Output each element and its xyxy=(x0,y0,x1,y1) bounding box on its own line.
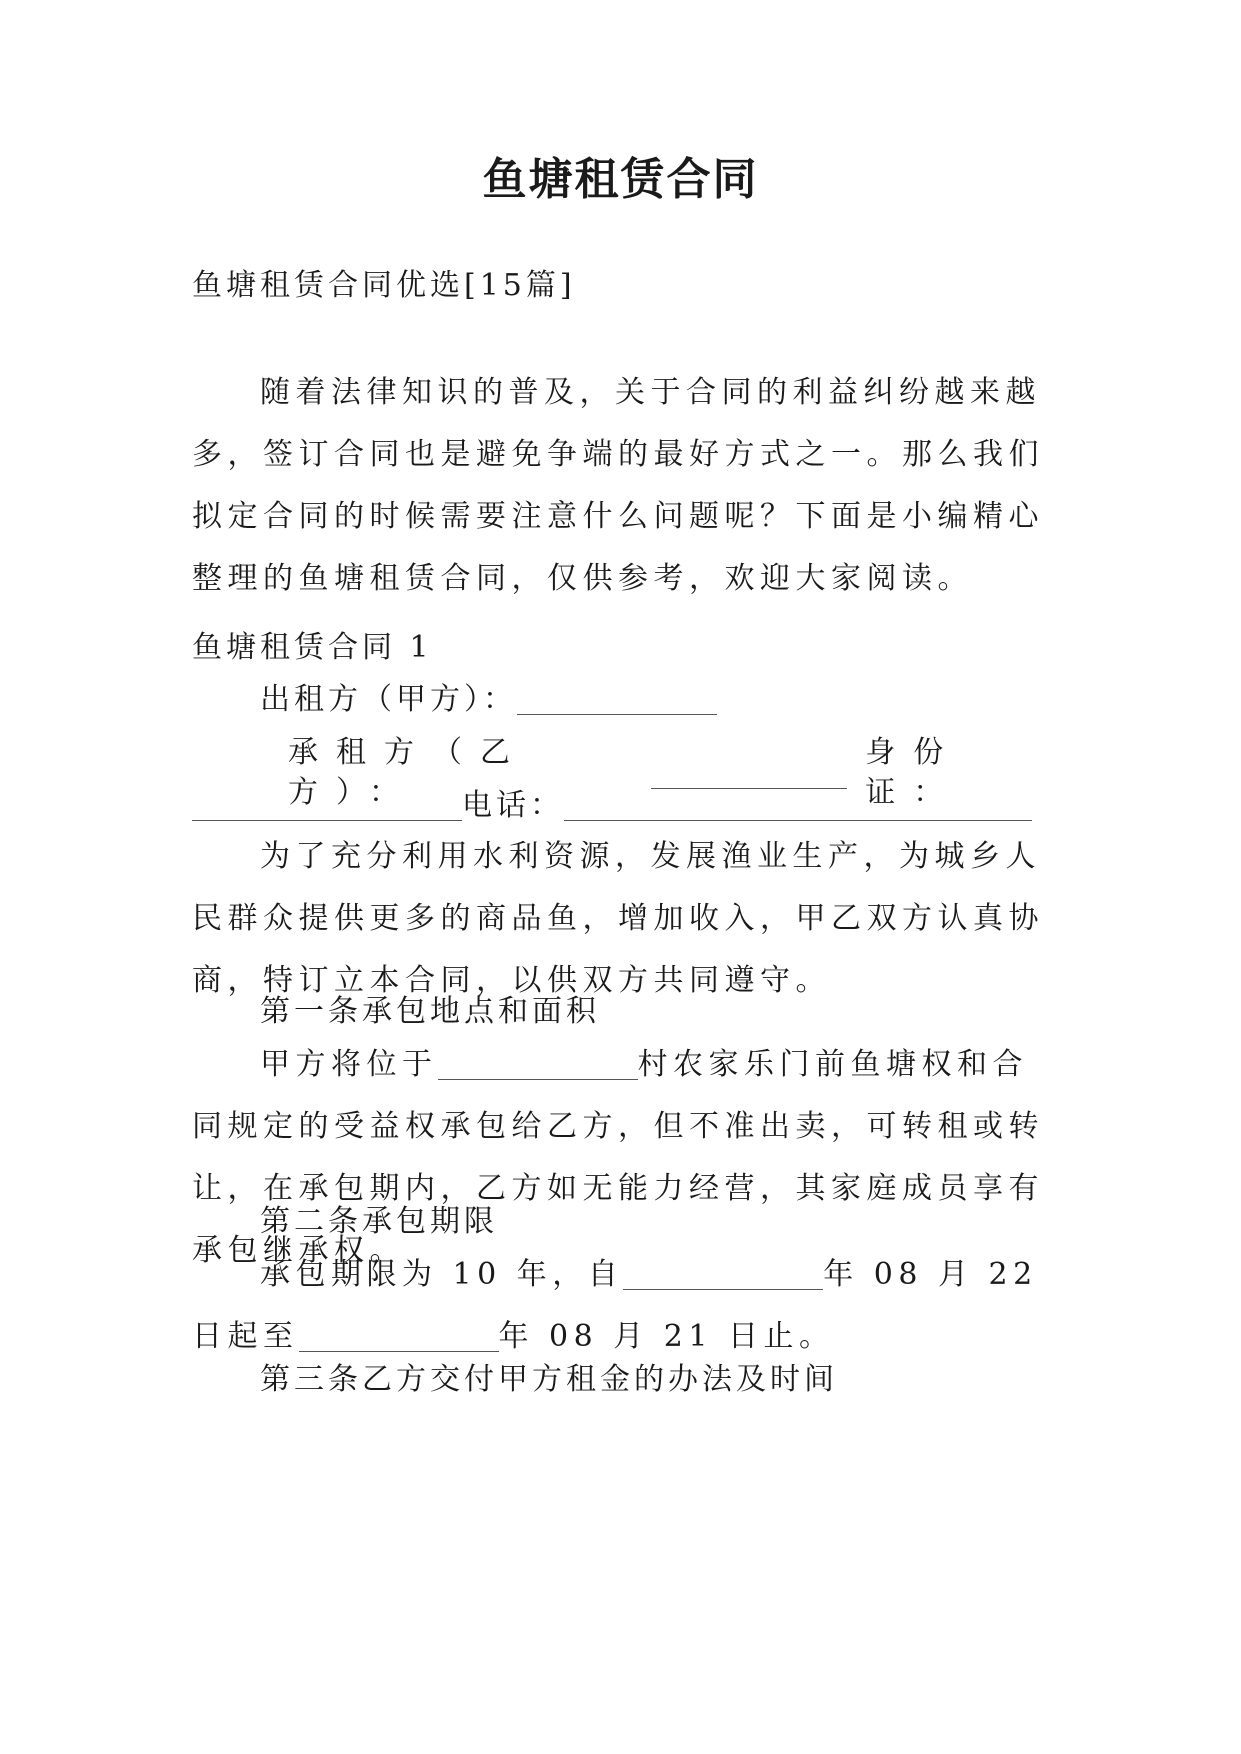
lessee-blank xyxy=(651,758,848,789)
document-title: 鱼塘租赁合同 xyxy=(482,154,759,205)
id-blank xyxy=(192,790,462,821)
lessee-label: 承租方（乙方）： xyxy=(288,735,528,810)
article2-paragraph xyxy=(192,1244,1054,1368)
article1-pre: 甲方将位于 xyxy=(260,1047,438,1082)
village-blank xyxy=(438,1049,638,1080)
article2-pre: 承包期限为 10 年，自 xyxy=(260,1257,624,1292)
article2-mid: 年 08 月 22 日起至 xyxy=(192,1257,1038,1354)
phone-line xyxy=(192,786,1052,826)
lessor-line xyxy=(260,680,1120,720)
article1-title: 第一条承包地点和面积 xyxy=(260,994,600,1029)
intro-paragraph: 随着法律知识的普及，关于合同的利益纠纷越来越多，签订合同也是避免争端的最好方式之一。那么我们拟定合同的时候需要注意什么问题呢？下面是小编精心整理的鱼塘租赁合同，仅供参考，欢迎大家阅读。 xyxy=(192,375,1044,596)
lessor-blank xyxy=(517,684,717,715)
end-year-blank xyxy=(299,1321,499,1352)
article2-post: 年 08 月 21 日止。 xyxy=(498,1319,835,1354)
article1-post: 村农家乐门前鱼塘权和合同规定的受益权承包给乙方，但不准出卖，可转租或转让，在承包期内，乙方如无能力经营，其家庭成员享有承包继承权。 xyxy=(192,1047,1044,1268)
purpose-paragraph: 为了充分利用水利资源，发展渔业生产，为城乡人民群众提供更多的商品鱼，增加收入，甲乙双方认真协商，特订立本合同，以供双方共同遵守。 xyxy=(192,839,1044,998)
id-label: 身份证： xyxy=(865,735,962,810)
article2-title: 第二条承包期限 xyxy=(260,1204,498,1239)
section-heading: 鱼塘租赁合同 1 xyxy=(192,630,433,665)
start-year-blank xyxy=(623,1259,823,1290)
phone-label: 电话： xyxy=(462,788,564,823)
document-subtitle: 鱼塘租赁合同优选[15篇] xyxy=(192,268,576,303)
phone-blank xyxy=(564,790,1032,821)
article3-title: 第三条乙方交付甲方租金的办法及时间 xyxy=(260,1362,838,1397)
lessor-label: 出租方（甲方）： xyxy=(260,682,517,717)
